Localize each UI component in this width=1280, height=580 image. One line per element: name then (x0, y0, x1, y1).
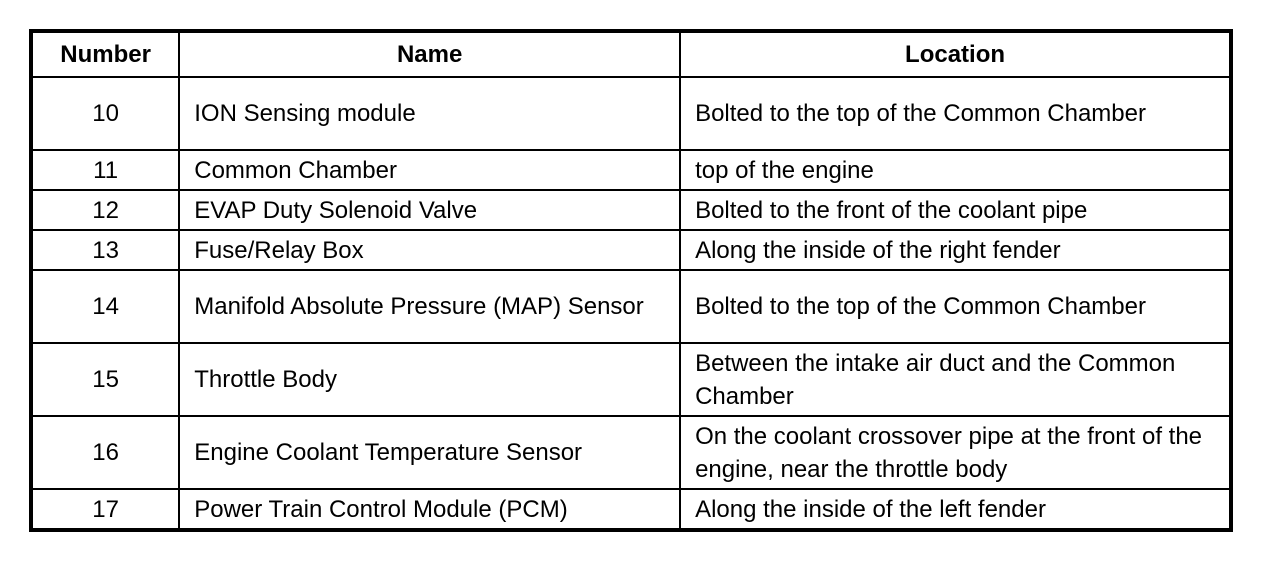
cell-name: Manifold Absolute Pressure (MAP) Sensor (179, 270, 680, 343)
table-row (31, 489, 1231, 530)
table-row (31, 270, 1231, 343)
cell-name: Common Chamber (179, 150, 680, 190)
table-row (31, 230, 1231, 270)
cell-number: 10 (31, 77, 179, 150)
table-row (31, 416, 1231, 489)
cell-number: 13 (31, 230, 179, 270)
cell-location: Along the inside of the right fender (680, 230, 1231, 270)
cell-location: On the coolant crossover pipe at the front of the engine, near the throttle body (680, 416, 1231, 489)
table-row (31, 150, 1231, 190)
cell-number: 15 (31, 343, 179, 416)
table-row (31, 343, 1231, 416)
cell-name: Power Train Control Module (PCM) (179, 489, 680, 530)
cell-location: Bolted to the front of the coolant pipe (680, 190, 1231, 230)
table-row (31, 77, 1231, 150)
cell-number: 11 (31, 150, 179, 190)
table-header-row (31, 31, 1231, 77)
cell-name: Throttle Body (179, 343, 680, 416)
cell-number: 12 (31, 190, 179, 230)
cell-name: Engine Coolant Temperature Sensor (179, 416, 680, 489)
column-header-location: Location (680, 31, 1231, 77)
column-header-number: Number (31, 31, 179, 77)
cell-location: Bolted to the top of the Common Chamber (680, 77, 1231, 150)
table-row (31, 190, 1231, 230)
cell-location: Along the inside of the left fender (680, 489, 1231, 530)
column-header-name: Name (179, 31, 680, 77)
cell-name: EVAP Duty Solenoid Valve (179, 190, 680, 230)
cell-number: 14 (31, 270, 179, 343)
cell-location: Between the intake air duct and the Common Chamber (680, 343, 1231, 416)
cell-location: top of the engine (680, 150, 1231, 190)
cell-name: ION Sensing module (179, 77, 680, 150)
cell-location: Bolted to the top of the Common Chamber (680, 270, 1231, 343)
component-location-table (29, 29, 1233, 532)
cell-name: Fuse/Relay Box (179, 230, 680, 270)
cell-number: 16 (31, 416, 179, 489)
cell-number: 17 (31, 489, 179, 530)
